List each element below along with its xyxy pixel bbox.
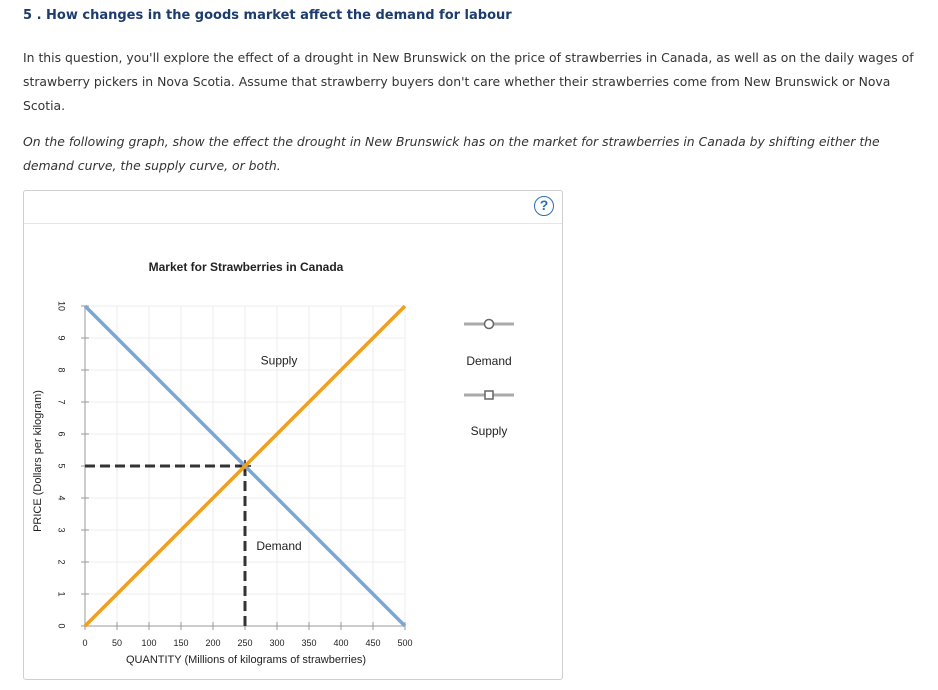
x-tick-label-250: 250 [237,638,253,648]
question-intro: In this question, you'll explore the effect of a drought in New Brunswick on the price of strawberries in Canada, as well as on the daily wages of strawberry pickers in Nova Scotia. Assume that strawberry buyers don't care whether their strawberries come from New Brunswick or Nova Scotia. [23,50,914,113]
legend-supply-square-icon [485,391,493,399]
y-tick-label-10: 10 [56,300,67,312]
demand-curve-label: Demand [256,539,302,553]
y-tick-label-9: 9 [56,335,67,341]
y-axis-label: PRICE (Dollars per kilogram) [32,390,44,532]
question-title: 5 . How changes in the goods market affect the demand for labour [23,8,512,23]
legend-demand-tool[interactable] [464,320,514,329]
x-tick-label-300: 300 [269,638,285,648]
x-tick-label-400: 400 [333,638,349,648]
graph-panel [23,190,563,680]
chart-labels [256,353,301,553]
y-tick-label-8: 8 [56,367,67,373]
y-tick-label-5: 5 [56,463,67,469]
y-tick-label-2: 2 [56,559,67,565]
x-tick-label-450: 450 [365,638,381,648]
y-tick-label-0: 0 [56,623,67,629]
y-tick-label-6: 6 [56,431,67,437]
supply-curve-label: Supply [260,353,298,368]
y-tick-label-7: 7 [56,399,67,405]
y-tick-label-4: 4 [56,495,67,501]
x-tick-label-100: 100 [141,638,157,648]
y-tick-label-3: 3 [56,527,67,533]
x-tick-label-350: 350 [301,638,317,648]
legend-supply-label: Supply [470,424,508,438]
chart-title: Market for Strawberries in Canada [148,260,344,274]
x-tick-label-150: 150 [173,638,189,648]
x-tick-label-50: 50 [111,638,123,648]
legend-demand-label: Demand [466,354,512,368]
question-instruction: On the following graph, show the effect the drought in New Brunswick has on the market for strawberries in Canada by shifting either the demand curve, the supply curve, or both. [23,134,880,173]
help-icon[interactable]: ? [534,196,554,216]
x-tick-label-500: 500 [397,638,413,648]
y-tick-label-1: 1 [56,591,67,597]
x-tick-label-200: 200 [205,638,221,648]
x-axis-label: QUANTITY (Millions of kilograms of strawberries) [125,654,367,666]
strawberry-market-chart [24,191,564,681]
legend-supply-tool[interactable] [464,391,514,399]
x-tick-label-0: 0 [82,638,88,648]
legend-demand-circle-icon [485,320,494,329]
